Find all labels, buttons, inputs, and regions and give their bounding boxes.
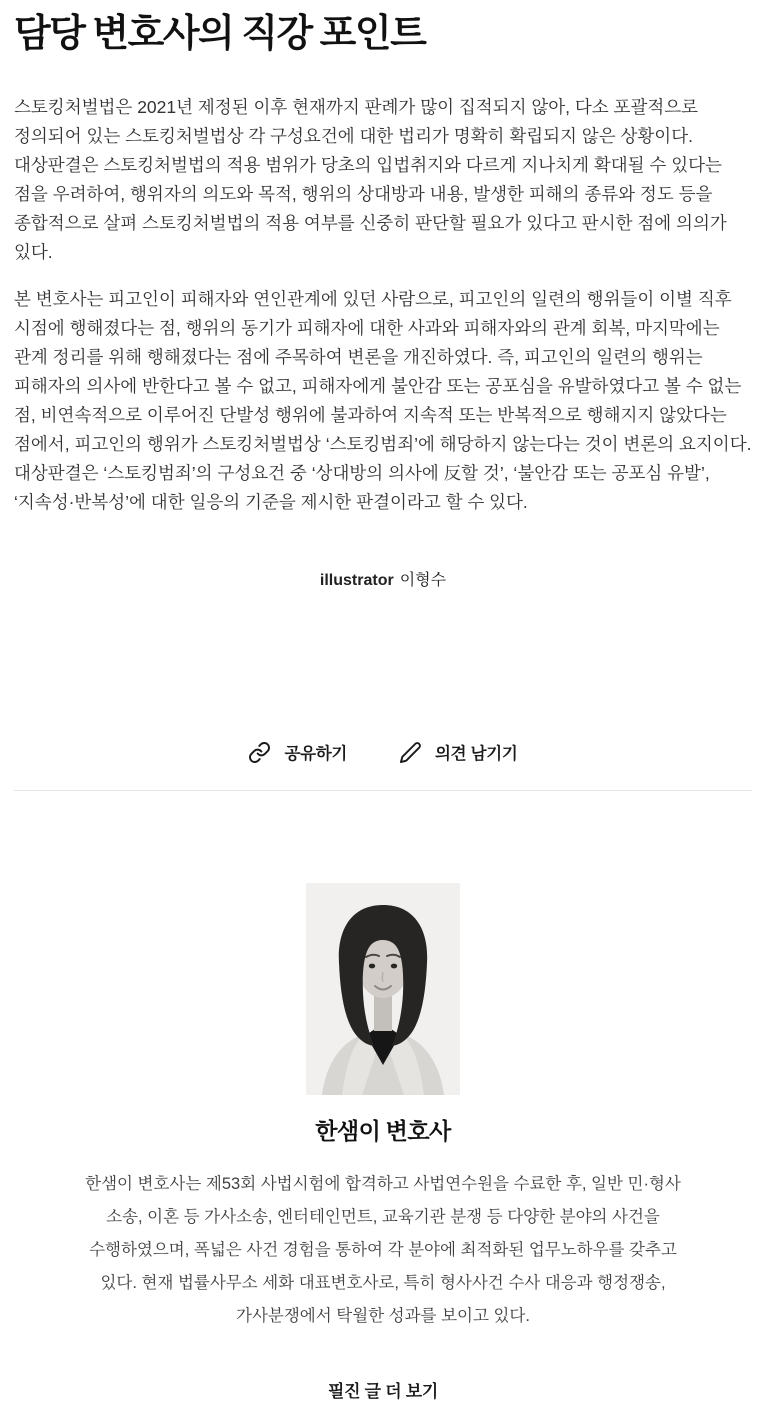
author-photo [306,883,460,1095]
comment-button[interactable] [399,740,517,764]
author-name: 한샘이 변호사 [315,1119,451,1145]
author-more-link[interactable]: 필진 글 더 보기 [328,1377,438,1416]
link-icon [248,741,271,764]
pencil-icon [399,741,422,764]
article-paragraph-2: 본 변호사는 피고인이 피해자와 연인관계에 있던 사람으로, 피고인의 일련의 행위들이 이별 직후 시점에 행해졌다는 점, 행위의 동기가 피해자에 대한 사과와 피해자와의 관계 회복, 마지막에는 관계 정리를 위해 행해졌다는 점에 주목하여 변론을 개진하였다. 즉, 피고인의 일련의 행위는 피해자의 의사에 반한다고 볼 수 없고, 피해자에게 불안감 또는 공포심을 유발하였다고 볼 수 없는 점, 비연속적으로 이루어진 단발성 행위에 불과하여 지속적 또는 반복적으로 행해지지 않았다는 점에서, 피고인의 행위가 스토킹처벌법상 ‘스토킹범죄’에 해당하지 않는다는 것이 변론의 요지이다. 대상판결은 ‘스토킹범죄’의 구성요건 중 ‘상대방의 의사에 反할 것’, ‘불안감 또는 공포심 유발’, ‘지속성·반복성’에 대한 일응의 기준을 제시한 판결이라고 할 수 있다. [14,289,752,513]
section-divider [14,790,752,791]
share-button-label: 공유하기 [284,745,348,764]
action-row [0,740,766,764]
article-paragraph-1: 스토킹처벌법은 2021년 제정된 이후 현재까지 판례가 많이 집적되지 않아, 다소 포괄적으로 정의되어 있는 스토킹처벌법상 각 구성요건에 대한 법리가 명확히 확립되지 않은 상황이다. 대상판결은 스토킹처벌법의 적용 범위가 당초의 입법취지와 다르게 지나치게 확대될 수 있다는 점을 우려하여, 행위자의 의도와 목적, 행위의 상대방과 내용, 발생한 피해의 종류와 정도 등을 종합적으로 살펴 스토킹처벌법의 적용 여부를 신중히 판단할 필요가 있다고 판시한 점에 의의가 있다. [14,97,727,263]
author-bio: 한샘이 변호사는 제53회 사법시험에 합격하고 사법연수원을 수료한 후, 일반 민·형사 소송, 이혼 등 가사소송, 엔터테인먼트, 교육기관 분쟁 등 다양한 분야의 사건을 수행하였으며, 폭넓은 사건 경험을 통하여 각 분야에 최적화된 업무노하우를 갖추고 있다. 현재 법률사무소 세화 대표변호사로, 특히 형사사건 수사 대응과 행정쟁송, 가사분쟁에서 탁월한 성과를 보이고 있다. [85,1175,681,1326]
author-card [0,883,766,1416]
illustrator-credit [0,567,766,590]
illustrator-credit-label: illustrator [319,572,394,590]
comment-button-label: 의견 남기기 [435,745,518,764]
share-button[interactable] [248,740,347,764]
illustrator-credit-name: 이형수 [399,572,447,590]
page-title: 담당 변호사의 직강 포인트 [14,13,426,55]
